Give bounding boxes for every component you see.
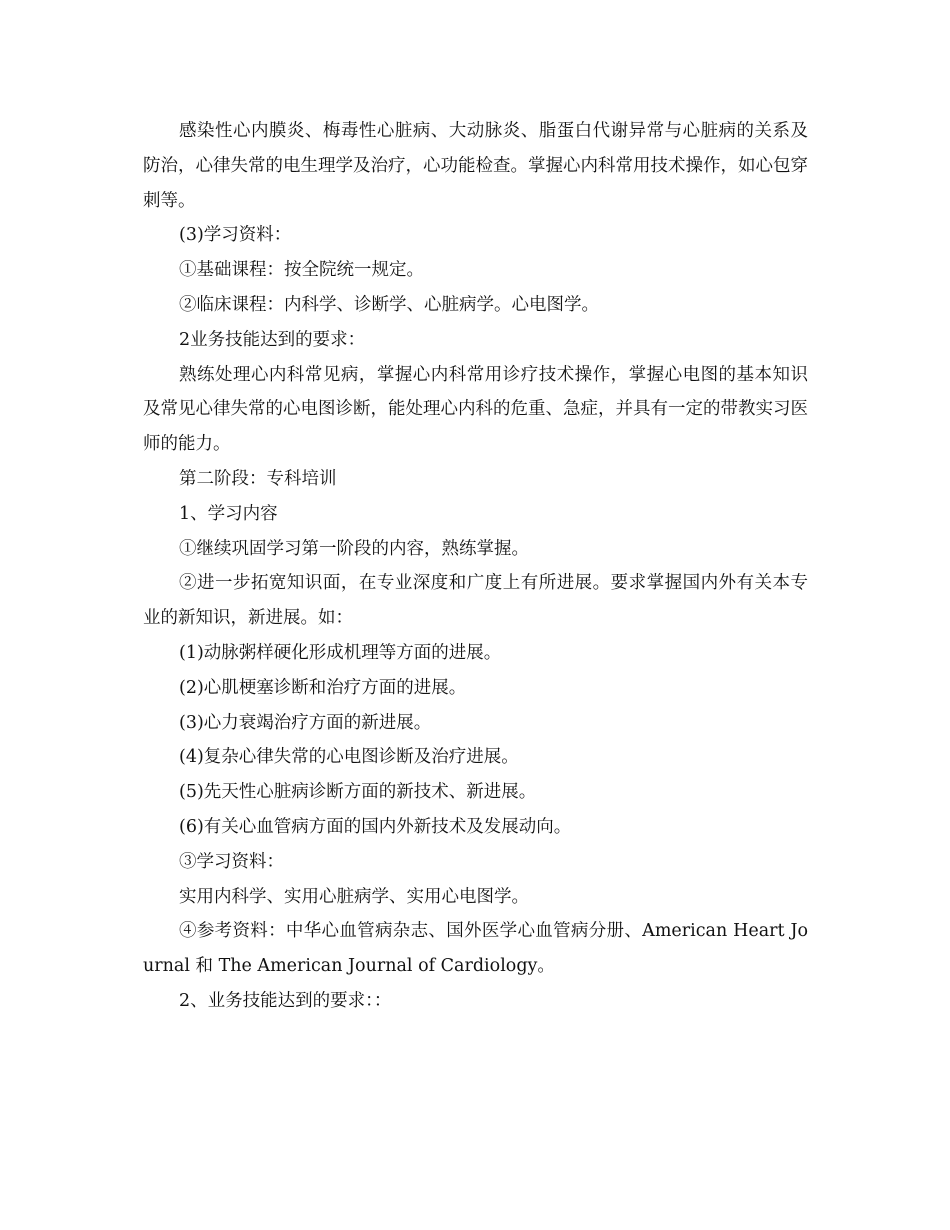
list-item-6: (6)有关心血管病方面的国内外新技术及发展动向。	[179, 816, 572, 837]
paragraph-20: 2、业务技能达到的要求：：	[179, 990, 392, 1011]
list-item-3: (3)心力衰竭治疗方面的新进展。	[179, 712, 432, 733]
paragraph-19: ④参考资料：中华心血管病杂志、国外医学心血管病分册、American Heart Journal 和 The American Journal of Cardiology。	[143, 921, 808, 977]
section-heading: 第二阶段：专科培训	[179, 468, 337, 489]
paragraph-9: ①继续巩固学习第一阶段的内容，熟练掌握。	[179, 538, 529, 559]
paragraph-1: 感染性心内膜炎、梅毒性心脏病、大动脉炎、脂蛋白代谢异常与心脏病的关系及防治，心律失常的电生理学及治疗，心功能检查。掌握心内科常用技术操作，如心包穿刺等。	[143, 121, 808, 211]
paragraph-5: 2业务技能达到的要求：	[179, 329, 366, 350]
list-item-5: (5)先天性心脏病诊断方面的新技术、新进展。	[179, 782, 537, 803]
subsection-heading: 1、学习内容	[179, 503, 278, 524]
paragraph-6: 熟练处理心内科常见病，掌握心内科常用诊疗技术操作，掌握心电图的基本知识及常见心律失常的心电图诊断，能处理心内科的危重、急症，并具有一定的带教实习医师的能力。	[143, 364, 808, 455]
paragraph-3: ①基础课程：按全院统一规定。	[179, 260, 424, 281]
list-item-4: (4)复杂心律失常的心电图诊断及治疗进展。	[179, 747, 519, 768]
paragraph-2: (3)学习资料：	[179, 225, 292, 246]
paragraph-10: ②进一步拓宽知识面，在专业深度和广度上有所进展。要求掌握国内外有关本专业的新知识，新进展。如：	[143, 573, 808, 629]
list-item-2: (2)心肌梗塞诊断和治疗方面的进展。	[179, 677, 467, 698]
paragraph-18: 实用内科学、实用心脏病学、实用心电图学。	[179, 886, 529, 907]
paragraph-17: ③学习资料：	[179, 851, 284, 872]
paragraph-4: ②临床课程：内科学、诊断学、心脏病学。心电图学。	[179, 294, 599, 315]
list-item-1: (1)动脉粥样硬化形成机理等方面的进展。	[179, 642, 502, 663]
document-page	[143, 114, 808, 1019]
